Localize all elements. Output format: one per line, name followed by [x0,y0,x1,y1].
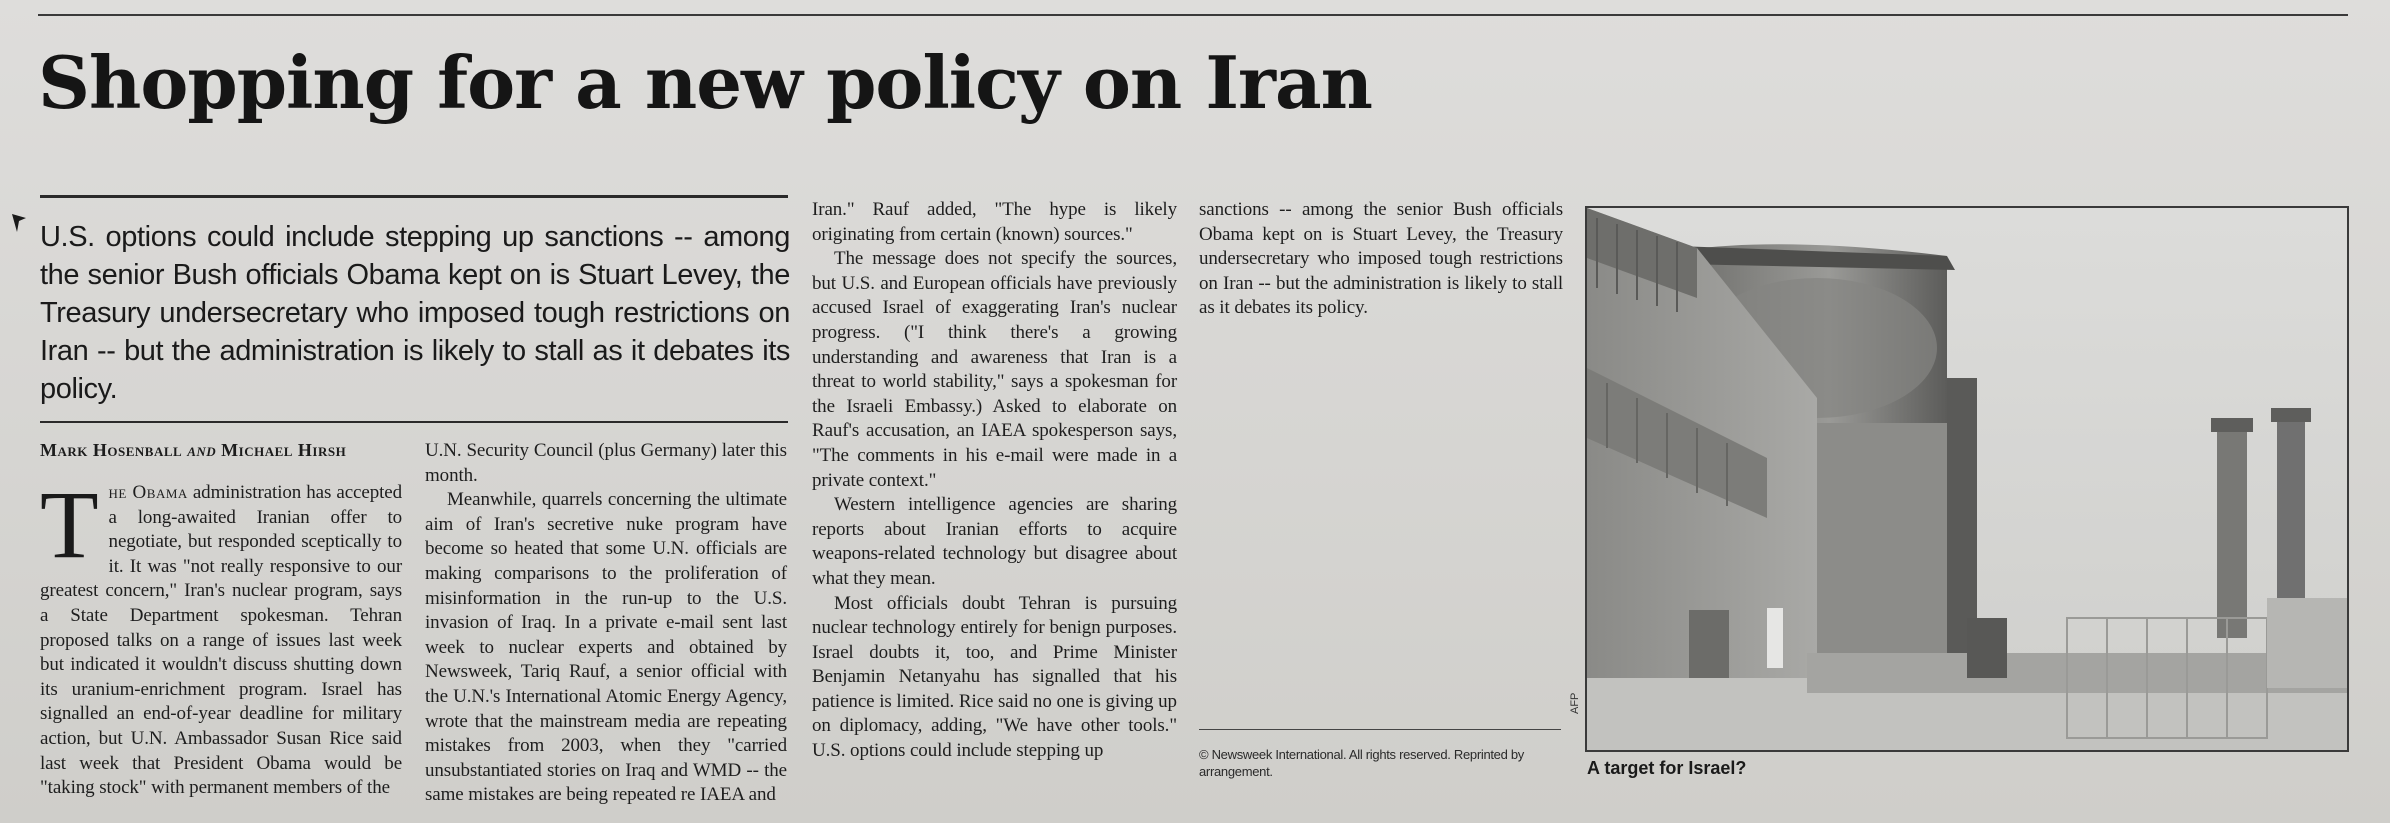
top-rule [38,14,2348,16]
nuclear-plant-illustration [1587,208,2347,750]
lead-paragraph [40,471,403,801]
body-paragraph-continued [425,439,787,488]
article-column-4 [1199,198,1563,321]
photo-caption: A target for Israel? [1587,758,1747,778]
lead-text: U.N. Security Council (plus Germany) later this month. [425,440,787,486]
pointer-mark-icon [10,212,28,234]
article-column-2 [425,439,787,808]
author-1: Mark Hosenball [40,440,183,460]
lead-text: administration has accepted a long-awaited Iranian offer to negotiate, but responded sceptically to it. It was "not really responsive to our greatest concern," Iran's nuclear program, says a State Department spokesman. Tehran proposed talks on a range of issues last week but indicated it wouldn't discuss shutting down its uranium-enrichment program. Israel has signalled an end-of-year deadline for military action, but U.N. Ambassador Susan Rice said last week that President Obama would be "taking stock" with permanent members of the [40,482,403,799]
article-deck: U.S. options could include stepping up sanctions -- among the senior Bush officials Obama kept on is Stuart Levey, the Treasury undersecretary who imposed tough restrictions on Iran -- but the administration is likely to stall as it debates its policy. [40,221,790,405]
deck-rule-bottom [40,421,788,423]
body-paragraph: The message does not specify the sources, but U.S. and European officials have previously accused Israel of exaggerating Iran's nuclear progress. ("I think there's a growing understanding and awareness that Iran is a threat to world stability," says a spokesman for the Israeli Embassy.) Asked to elaborate on Rauf's accusation, an IAEA spokesperson says, "The comments in his e-mail were made in a private context." [812,248,1178,491]
lead-caps: he Obama [108,482,188,503]
body-paragraph-continued: sanctions -- among the senior Bush officials Obama kept on is Stuart Levey, the Treasury undersecretary who imposed tough restrictions on Iran -- but the administration is likely to stall as it debates its policy. [1199,199,1564,319]
byline [40,440,420,461]
column-end-rule [1199,729,1561,730]
photo-credit: AFP [1569,692,1581,714]
body-paragraph: Most officials doubt Tehran is pursuing nuclear technology entirely for benign purposes. Israel doubts it, too, and Prime Minister Benjamin Netanyahu has signalled that his patience is limited. Rice said no one is giving up on diplomacy, adding, "We have other tools." U.S. options could include stepping up [812,592,1177,762]
body-paragraph-continued: Iran." Rauf added, "The hype is likely originating from certain (known) sources." [812,199,1177,245]
byline-conjunction: and [187,440,217,460]
drop-cap: T [40,471,99,578]
author-2: Michael Hirsh [221,440,347,460]
copyright-credit: © Newsweek International. All rights reserved. Reprinted by arrangement. [1199,747,1524,779]
body-paragraph: Western intelligence agencies are sharing reports about Iranian efforts to acquire weapons-related technology but disagree about what they mean. [812,494,1178,589]
article-column-1 [40,471,403,801]
headline: Shopping for a new policy on Iran [38,40,1372,125]
body-paragraph: Meanwhile, quarrels concerning the ultimate aim of Iran's secretive nuke program have become so heated that some U.N. officials are making comparisons to the proliferation of misinformation in the run-up to the U.S. invasion of Iraq. In a private e-mail sent last week to nuclear experts and obtained by Newsweek, Tariq Rauf, a senior official with the U.N.'s International Atomic Energy Agency, wrote that the mainstream media are repeating mistakes from 2003, when they "carried unsubstantiated stories on Iraq and WMD -- the same mistakes are being repeated re IAEA and [425,489,788,806]
deck-rule-top [40,195,788,198]
photo-nuclear-plant [1585,206,2349,752]
article-column-3 [812,198,1177,764]
